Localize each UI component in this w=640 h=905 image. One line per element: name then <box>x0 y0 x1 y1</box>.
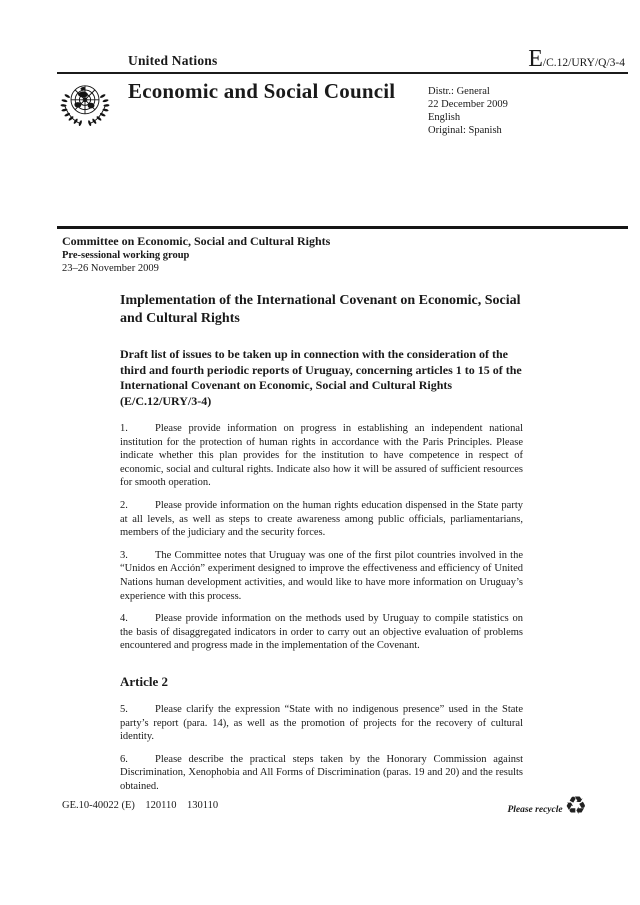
paragraph-1 <box>120 422 523 490</box>
paragraph-2-number: 2. <box>120 499 128 511</box>
recycle-icon: ♻ <box>564 791 587 820</box>
distribution-line: Distr.: General <box>428 86 490 97</box>
committee-block <box>62 234 330 275</box>
paragraph-4 <box>120 612 523 653</box>
document-body <box>120 292 523 802</box>
session-dates: 23–26 November 2009 <box>62 263 159 274</box>
doc-symbol <box>528 46 625 73</box>
distribution-block <box>428 85 508 137</box>
paragraph-5 <box>120 703 523 744</box>
paragraph-6-text: Please describe the practical steps taken by the Honorary Commission against Discrimination, Xenophobia and All Forms of Discrimination (paras. 19 and 20) and the results obtained. <box>120 753 523 792</box>
paragraph-6 <box>120 753 523 794</box>
org-name: United Nations <box>128 53 218 68</box>
paragraph-1-text: Please provide information on progress in establishing an independent national institution for the protection of human rights in accordance with the Paris Principles. Please indicate whether this plan provides for the institution to have competence in respect of economic, social and cultural rights. Indicate also how it will be assured of sufficient resources for smooth operation. <box>120 423 523 489</box>
paragraph-3-number: 3. <box>120 549 128 561</box>
section-divider-bar <box>57 226 628 229</box>
recycle-label: Please recycle <box>507 804 563 815</box>
paragraph-4-number: 4. <box>120 613 128 625</box>
document-language: English <box>428 112 461 123</box>
article-2-heading: Article 2 <box>120 673 169 689</box>
document-title: Implementation of the International Covenant on Economic, Social and Cultural Rights <box>120 293 521 326</box>
paragraph-4-text: Please provide information on the methods used by Uruguay to compile statistics on the basis of disaggregated indicators in order to carry out an objective evaluation of problems encountered and progress made in the implementation of the Covenant. <box>120 613 523 652</box>
paragraph-2 <box>120 499 523 540</box>
council-title: Economic and Social Council <box>128 79 396 103</box>
doc-symbol-letter: E <box>528 46 543 72</box>
doc-symbol-number: /C.12/URY/Q/3-4 <box>542 57 625 69</box>
committee-name: Committee on Economic, Social and Cultural Rights <box>62 234 331 248</box>
paragraph-3-text: The Committee notes that Uruguay was one of the first pilot countries involved in the “Unidos en Acción” experiment designed to improve the effectiveness and efficiency of United Nations human development activities, and would like to have more information on Uruguay’s experience with this process. <box>120 549 523 602</box>
document-reference: GE.10-40022 (E) 120110 130110 <box>62 800 219 811</box>
paragraph-5-text: Please clarify the expression “State with no indigenous presence” used in the State party’s report (para. 14), as well as the promotion of projects for the recovery of cultural identity. <box>120 703 523 743</box>
recycle-notice <box>507 793 587 818</box>
document-date: 22 December 2009 <box>428 99 508 110</box>
working-group: Pre-sessional working group <box>62 250 190 261</box>
document-subtitle: Draft list of issues to be taken up in connection with the consideration of the third and fourth periodic reports of Uruguay, concerning articles 1 to 15 of the International Covenant on Economic, Social and Cultural Rights (E/C.12/URY/3-4) <box>120 347 522 408</box>
paragraph-5-number: 5. <box>120 703 128 715</box>
header-rule <box>57 72 628 74</box>
paragraph-2-text: Please provide information on the human rights education dispensed in the State party at all levels, as well as steps to create awareness among public officials, parliamentarians, members of the judiciary and the security forces. <box>120 499 523 539</box>
paragraph-6-number: 6. <box>120 753 128 765</box>
paragraph-1-number: 1. <box>120 423 128 434</box>
un-emblem-logo <box>57 76 113 132</box>
original-language: Original: Spanish <box>428 125 502 136</box>
paragraph-3 <box>120 549 523 603</box>
